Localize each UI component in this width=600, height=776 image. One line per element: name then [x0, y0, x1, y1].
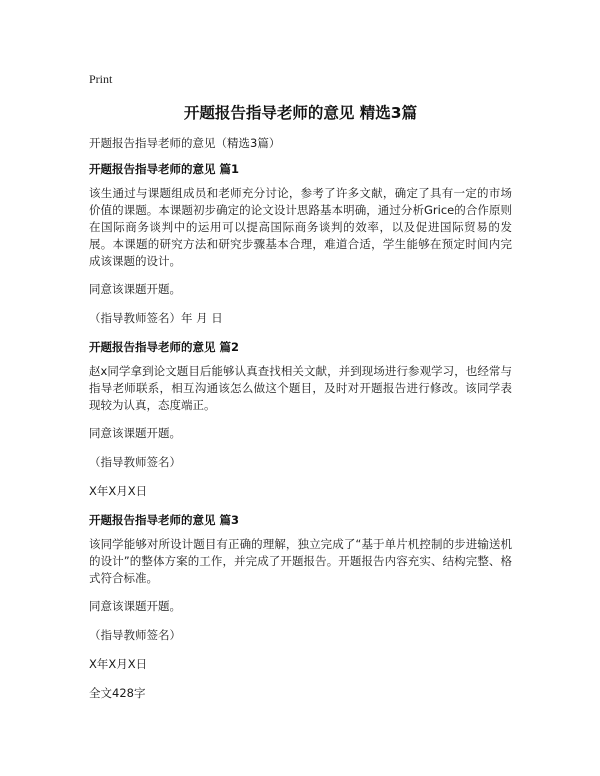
section-body: 该生通过与课题组成员和老师充分讨论，参考了许多文献，确定了具有一定的市场价值的课题。本课题初步确定的论文设计思路基本明确，通过分析Grice的合作原则在国际商务谈判中的运用可以提高国际商务谈判的效率，以及促进国际贸易的发展。本课题的研究方法和研究步骤基本合理，难道合适，学生能够在预定时间内完成该课题的设计。 [89, 186, 512, 268]
signature-line: （指导教师签名） [89, 628, 181, 642]
section-heading: 开题报告指导老师的意见 篇2 [89, 340, 240, 354]
section-heading: 开题报告指导老师的意见 篇1 [89, 162, 240, 176]
signature-line: （指导教师签名） [89, 455, 181, 469]
section-2 [89, 339, 512, 499]
date-line: X年X月X日 [89, 484, 148, 498]
approval-text: 同意该课题开题。 [89, 282, 181, 296]
date-line: X年X月X日 [89, 657, 148, 671]
section-body: 赵x同学拿到论文题目后能够认真查找相关文献，并到现场进行参观学习，也经常与指导老师联系，相互沟通该怎么做这个题目，及时对开题报告进行修改。该同学表现较为认真，态度端正。 [89, 364, 512, 412]
section-1 [89, 161, 512, 326]
signature-line: （指导教师签名）年 月 日 [89, 311, 223, 325]
section-heading: 开题报告指导老师的意见 篇3 [89, 513, 240, 527]
approval-text: 同意该课题开题。 [89, 426, 181, 440]
document-subtitle: 开题报告指导老师的意见（精选3篇） [89, 136, 281, 150]
approval-text: 同意该课题开题。 [89, 599, 181, 613]
section-body: 该同学能够对所设计题目有正确的理解，独立完成了“基于单片机控制的步进输送机的设计”的整体方案的工作，并完成了开题报告。开题报告内容充实、结构完整、格式符合标准。 [89, 537, 512, 585]
section-3 [89, 512, 512, 672]
print-link[interactable]: Print [89, 72, 113, 86]
document-title: 开题报告指导老师的意见 精选3篇 [183, 104, 418, 122]
word-count: 全文428字 [89, 686, 146, 700]
